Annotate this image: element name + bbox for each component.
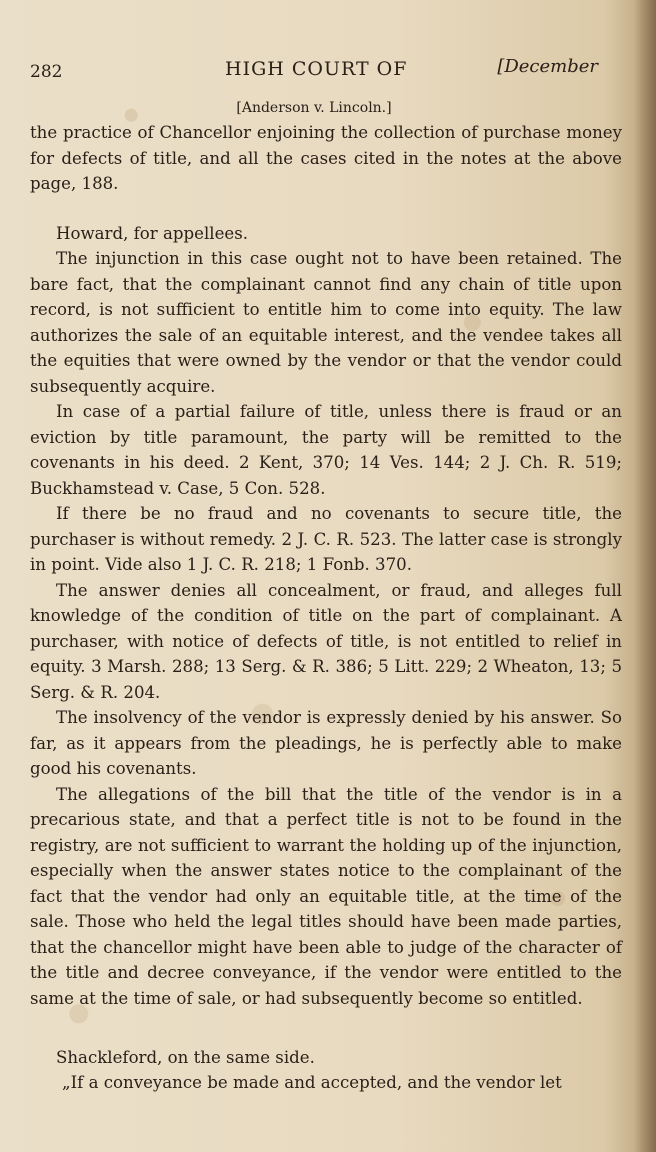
running-header [30, 56, 598, 86]
case-caption: [Anderson v. Lincoln.] [236, 100, 392, 116]
running-title: HIGH COURT OF [225, 58, 408, 80]
running-month: [December [497, 56, 598, 77]
page-number: 282 [30, 62, 63, 82]
page-edge-shadow [634, 0, 656, 1152]
paragraph: In case of a partial failure of title, unless there is fraud or an eviction by title paramount, the party will be remitted to the covenants in his deed. 2 Kent, 370; 14 Ves. 144; 2 J. Ch. R. 519; Buckhamstead v. Case, 5 Con. 528. [30, 402, 622, 498]
paragraph: If there be no fraud and no covenants to secure title, the purchaser is without remedy. 2 J. C. R. 523. The latter case is strongly in point. Vide also 1 J. C. R. 218; 1 Fonb. 370. [30, 504, 622, 574]
paragraph: Howard, for appellees. [56, 223, 249, 243]
body-text [30, 120, 622, 1011]
paragraph: the practice of Chancellor enjoining the collection of purchase money for defects of title, and all the cases cited in the notes at the above page, 188. [30, 123, 622, 193]
paragraph: The injunction in this case ought not to have been retained. The bare fact, that the complainant cannot find any chain of title upon record, is not sufficient to entitle him to come into equity. The law authorizes the sale of an equitable interest, and the vendee takes all the equities that were owned by the vendor or that the vendor could subsequently acquire. [30, 249, 622, 396]
paragraph: The answer denies all concealment, or fraud, and alleges full knowledge of the condition of title on the part of complainant. A purchaser, with notice of defects of title, is not entitled to relief in equity. 3 Marsh. 288; 13 Serg. & R. 386; 5 Litt. 229; 2 Wheaton, 13; 5 Serg. & R. 204. [30, 580, 622, 702]
counsel-line: Shackleford, on the same side. [56, 1048, 315, 1067]
quote-line: „If a conveyance be made and accepted, and the vendor let [62, 1073, 562, 1092]
paragraph: The allegations of the bill that the title of the vendor is in a precarious state, and that a perfect title is not to be found in the registry, are not sufficient to warrant the holding up of the injunction, especially when the answer states notice to the complainant of the fact that the vendor had only an equitable title, at the time of the sale. Those who held the legal titles should have been made parties, that the chancellor might have been able to judge of the character of the title and decree conveyance, if the vendor were entitled to the same at the time of sale, or had subsequently become so entitled. [30, 784, 622, 1008]
paragraph: The insolvency of the vendor is expressly denied by his answer. So far, as it appears from the pleadings, he is perfectly able to make good his covenants. [30, 708, 622, 778]
